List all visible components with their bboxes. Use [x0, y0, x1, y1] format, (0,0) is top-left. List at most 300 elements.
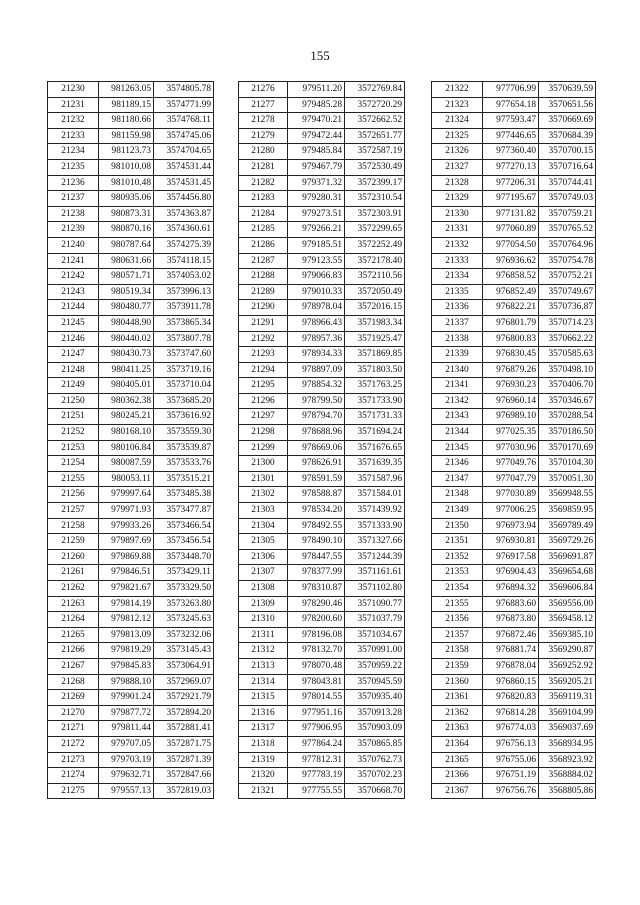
x-coordinate-cell: 980519.34: [99, 284, 154, 300]
table-row: [48, 783, 214, 799]
point-number-cell: 21237: [48, 191, 99, 207]
page-number: 155: [310, 48, 330, 63]
point-number-cell: 21233: [48, 128, 99, 144]
point-number-cell: 21363: [432, 721, 483, 737]
point-number-cell: 21318: [239, 736, 288, 752]
point-number-cell: 21283: [239, 191, 288, 207]
table-row: [239, 674, 405, 690]
x-coordinate-cell: 979877.72: [99, 705, 154, 721]
point-number-cell: 21314: [239, 674, 288, 690]
table-row: [432, 206, 596, 222]
y-coordinate-cell: 3571733.90: [345, 393, 405, 409]
table-row: [432, 425, 596, 441]
x-coordinate-cell: 977654.18: [483, 97, 539, 113]
y-coordinate-cell: 3570716.64: [539, 159, 596, 175]
point-number-cell: 21324: [432, 113, 483, 129]
x-coordinate-cell: 977006.25: [483, 503, 539, 519]
table-row: [48, 425, 214, 441]
y-coordinate-cell: 3570865.85: [345, 736, 405, 752]
table-row: [432, 191, 596, 207]
table-row: [48, 347, 214, 363]
y-coordinate-cell: 3570752.21: [539, 269, 596, 285]
x-coordinate-cell: 977049.76: [483, 456, 539, 472]
table-row: [48, 128, 214, 144]
x-coordinate-cell: 979845.83: [99, 658, 154, 674]
table-row: [432, 565, 596, 581]
point-number-cell: 21236: [48, 175, 99, 191]
y-coordinate-cell: 3571333.90: [345, 518, 405, 534]
table-row: [432, 284, 596, 300]
point-number-cell: 21248: [48, 362, 99, 378]
point-number-cell: 21241: [48, 253, 99, 269]
y-coordinate-cell: 3572110.56: [345, 269, 405, 285]
point-number-cell: 21263: [48, 596, 99, 612]
point-number-cell: 21359: [432, 658, 483, 674]
y-coordinate-cell: 3570639.59: [539, 82, 596, 98]
table-row: [48, 144, 214, 160]
table-row: [239, 549, 405, 565]
x-coordinate-cell: 980870.16: [99, 222, 154, 238]
point-number-cell: 21242: [48, 269, 99, 285]
y-coordinate-cell: 3569948.55: [539, 487, 596, 503]
x-coordinate-cell: 976960.14: [483, 393, 539, 409]
x-coordinate-cell: 976852.49: [483, 284, 539, 300]
y-coordinate-cell: 3573515.21: [154, 471, 214, 487]
point-number-cell: 21281: [239, 159, 288, 175]
point-number-cell: 21307: [239, 565, 288, 581]
point-number-cell: 21357: [432, 627, 483, 643]
x-coordinate-cell: 977195.67: [483, 191, 539, 207]
table-row: [239, 331, 405, 347]
point-number-cell: 21295: [239, 378, 288, 394]
point-number-cell: 21331: [432, 222, 483, 238]
table-row: [48, 518, 214, 534]
point-number-cell: 21351: [432, 534, 483, 550]
x-coordinate-cell: 979185.51: [288, 237, 345, 253]
table-row: [239, 191, 405, 207]
y-coordinate-cell: 3573865.34: [154, 315, 214, 331]
y-coordinate-cell: 3569252.92: [539, 658, 596, 674]
point-number-cell: 21243: [48, 284, 99, 300]
table-row: [432, 128, 596, 144]
point-number-cell: 21280: [239, 144, 288, 160]
x-coordinate-cell: 978490.10: [288, 534, 345, 550]
y-coordinate-cell: 3570736.87: [539, 300, 596, 316]
coordinate-table-2: [238, 81, 405, 799]
y-coordinate-cell: 3570754.78: [539, 253, 596, 269]
y-coordinate-cell: 3572769.84: [345, 82, 405, 98]
x-coordinate-cell: 979971.93: [99, 503, 154, 519]
table-row: [239, 643, 405, 659]
point-number-cell: 21255: [48, 471, 99, 487]
y-coordinate-cell: 3574531.44: [154, 159, 214, 175]
x-coordinate-cell: 979010.33: [288, 284, 345, 300]
x-coordinate-cell: 979821.67: [99, 581, 154, 597]
x-coordinate-cell: 980448.90: [99, 315, 154, 331]
point-number-cell: 21302: [239, 487, 288, 503]
point-number-cell: 21308: [239, 581, 288, 597]
x-coordinate-cell: 979467.79: [288, 159, 345, 175]
x-coordinate-cell: 977047.79: [483, 471, 539, 487]
y-coordinate-cell: 3571244.39: [345, 549, 405, 565]
point-number-cell: 21323: [432, 97, 483, 113]
y-coordinate-cell: 3570498.10: [539, 362, 596, 378]
table-row: [239, 565, 405, 581]
y-coordinate-cell: 3572881.41: [154, 721, 214, 737]
point-number-cell: 21366: [432, 768, 483, 784]
x-coordinate-cell: 977864.24: [288, 736, 345, 752]
table-row: [48, 237, 214, 253]
x-coordinate-cell: 978897.09: [288, 362, 345, 378]
point-number-cell: 21287: [239, 253, 288, 269]
point-number-cell: 21343: [432, 409, 483, 425]
point-number-cell: 21352: [432, 549, 483, 565]
point-number-cell: 21319: [239, 752, 288, 768]
point-number-cell: 21269: [48, 690, 99, 706]
x-coordinate-cell: 976879.26: [483, 362, 539, 378]
y-coordinate-cell: 3574363.87: [154, 206, 214, 222]
point-number-cell: 21350: [432, 518, 483, 534]
table-row: [48, 674, 214, 690]
y-coordinate-cell: 3571587.96: [345, 471, 405, 487]
table-row: [432, 269, 596, 285]
point-number-cell: 21264: [48, 612, 99, 628]
table-row: [48, 191, 214, 207]
table-row: [48, 752, 214, 768]
table-row: [239, 456, 405, 472]
point-number-cell: 21247: [48, 347, 99, 363]
y-coordinate-cell: 3573807.78: [154, 331, 214, 347]
y-coordinate-cell: 3572819.03: [154, 783, 214, 799]
point-number-cell: 21341: [432, 378, 483, 394]
point-number-cell: 21315: [239, 690, 288, 706]
x-coordinate-cell: 980480.77: [99, 300, 154, 316]
point-number-cell: 21303: [239, 503, 288, 519]
y-coordinate-cell: 3571439.92: [345, 503, 405, 519]
table-row: [48, 768, 214, 784]
y-coordinate-cell: 3570749.03: [539, 191, 596, 207]
x-coordinate-cell: 977906.95: [288, 721, 345, 737]
table-row: [48, 487, 214, 503]
table-row: [48, 643, 214, 659]
y-coordinate-cell: 3573448.70: [154, 549, 214, 565]
y-coordinate-cell: 3573232.06: [154, 627, 214, 643]
y-coordinate-cell: 3569290.87: [539, 643, 596, 659]
y-coordinate-cell: 3571090.77: [345, 596, 405, 612]
y-coordinate-cell: 3568805.86: [539, 783, 596, 799]
table-row: [239, 253, 405, 269]
point-number-cell: 21326: [432, 144, 483, 160]
table-row: [432, 378, 596, 394]
table-row: [239, 534, 405, 550]
table-row: [432, 159, 596, 175]
point-number-cell: 21346: [432, 456, 483, 472]
y-coordinate-cell: 3570170.69: [539, 440, 596, 456]
y-coordinate-cell: 3573145.43: [154, 643, 214, 659]
x-coordinate-cell: 979273.51: [288, 206, 345, 222]
y-coordinate-cell: 3570991.00: [345, 643, 405, 659]
table-row: [432, 409, 596, 425]
y-coordinate-cell: 3572399.17: [345, 175, 405, 191]
x-coordinate-cell: 979901.24: [99, 690, 154, 706]
x-coordinate-cell: 981159.98: [99, 128, 154, 144]
point-number-cell: 21312: [239, 643, 288, 659]
table-row: [432, 222, 596, 238]
table-row: [432, 253, 596, 269]
table-row: [48, 658, 214, 674]
x-coordinate-cell: 978447.55: [288, 549, 345, 565]
y-coordinate-cell: 3570346.67: [539, 393, 596, 409]
y-coordinate-cell: 3569205.21: [539, 674, 596, 690]
x-coordinate-cell: 977131.82: [483, 206, 539, 222]
table-row: [48, 503, 214, 519]
table-row: [48, 82, 214, 98]
x-coordinate-cell: 976917.58: [483, 549, 539, 565]
x-coordinate-cell: 976830.45: [483, 347, 539, 363]
point-number-cell: 21296: [239, 393, 288, 409]
x-coordinate-cell: 979813.09: [99, 627, 154, 643]
x-coordinate-cell: 976878.04: [483, 658, 539, 674]
y-coordinate-cell: 3569037.69: [539, 721, 596, 737]
table-row: [432, 144, 596, 160]
y-coordinate-cell: 3571869.85: [345, 347, 405, 363]
point-number-cell: 21234: [48, 144, 99, 160]
y-coordinate-cell: 3570935.40: [345, 690, 405, 706]
x-coordinate-cell: 981010.48: [99, 175, 154, 191]
y-coordinate-cell: 3572016.15: [345, 300, 405, 316]
y-coordinate-cell: 3573064.91: [154, 658, 214, 674]
point-number-cell: 21251: [48, 409, 99, 425]
x-coordinate-cell: 980631.66: [99, 253, 154, 269]
point-number-cell: 21277: [239, 97, 288, 113]
table-row: [239, 425, 405, 441]
y-coordinate-cell: 3569606.84: [539, 581, 596, 597]
table-row: [239, 596, 405, 612]
point-number-cell: 21238: [48, 206, 99, 222]
y-coordinate-cell: 3569859.95: [539, 503, 596, 519]
table-row: [432, 113, 596, 129]
table-row: [432, 690, 596, 706]
x-coordinate-cell: 977025.35: [483, 425, 539, 441]
x-coordinate-cell: 981010.08: [99, 159, 154, 175]
x-coordinate-cell: 980053.11: [99, 471, 154, 487]
x-coordinate-cell: 977054.50: [483, 237, 539, 253]
y-coordinate-cell: 3571102.80: [345, 581, 405, 597]
table-row: [48, 596, 214, 612]
point-number-cell: 21289: [239, 284, 288, 300]
table-row: [48, 705, 214, 721]
table-row: [432, 347, 596, 363]
y-coordinate-cell: 3572662.52: [345, 113, 405, 129]
y-coordinate-cell: 3570684.39: [539, 128, 596, 144]
x-coordinate-cell: 978132.70: [288, 643, 345, 659]
point-number-cell: 21276: [239, 82, 288, 98]
table-row: [48, 627, 214, 643]
y-coordinate-cell: 3570406.70: [539, 378, 596, 394]
x-coordinate-cell: 980168.10: [99, 425, 154, 441]
table-row: [432, 471, 596, 487]
point-number-cell: 21329: [432, 191, 483, 207]
x-coordinate-cell: 977755.55: [288, 783, 345, 799]
point-number-cell: 21300: [239, 456, 288, 472]
point-number-cell: 21279: [239, 128, 288, 144]
y-coordinate-cell: 3574745.06: [154, 128, 214, 144]
table-row: [48, 253, 214, 269]
x-coordinate-cell: 978669.06: [288, 440, 345, 456]
point-number-cell: 21355: [432, 596, 483, 612]
y-coordinate-cell: 3572871.39: [154, 752, 214, 768]
point-number-cell: 21316: [239, 705, 288, 721]
point-number-cell: 21288: [239, 269, 288, 285]
y-coordinate-cell: 3574704.65: [154, 144, 214, 160]
point-number-cell: 21293: [239, 347, 288, 363]
y-coordinate-cell: 3570913.28: [345, 705, 405, 721]
y-coordinate-cell: 3571731.33: [345, 409, 405, 425]
y-coordinate-cell: 3573559.30: [154, 425, 214, 441]
table-row: [239, 783, 405, 799]
table-row: [432, 175, 596, 191]
x-coordinate-cell: 980087.59: [99, 456, 154, 472]
x-coordinate-cell: 980440.02: [99, 331, 154, 347]
point-number-cell: 21322: [432, 82, 483, 98]
x-coordinate-cell: 976801.79: [483, 315, 539, 331]
y-coordinate-cell: 3574771.99: [154, 97, 214, 113]
point-number-cell: 21275: [48, 783, 99, 799]
x-coordinate-cell: 976822.21: [483, 300, 539, 316]
point-number-cell: 21327: [432, 159, 483, 175]
table-row: [239, 82, 405, 98]
point-number-cell: 21301: [239, 471, 288, 487]
table-row: [239, 658, 405, 674]
y-coordinate-cell: 3570104.30: [539, 456, 596, 472]
point-number-cell: 21330: [432, 206, 483, 222]
x-coordinate-cell: 977706.99: [483, 82, 539, 98]
x-coordinate-cell: 978966.43: [288, 315, 345, 331]
x-coordinate-cell: 976751.19: [483, 768, 539, 784]
point-number-cell: 21334: [432, 269, 483, 285]
point-number-cell: 21235: [48, 159, 99, 175]
y-coordinate-cell: 3573477.87: [154, 503, 214, 519]
table-row: [239, 612, 405, 628]
table-row: [48, 549, 214, 565]
table-row: [48, 206, 214, 222]
y-coordinate-cell: 3573539.87: [154, 440, 214, 456]
point-number-cell: 21266: [48, 643, 99, 659]
point-number-cell: 21317: [239, 721, 288, 737]
table-row: [432, 612, 596, 628]
y-coordinate-cell: 3573996.13: [154, 284, 214, 300]
y-coordinate-cell: 3570051.30: [539, 471, 596, 487]
y-coordinate-cell: 3572847.66: [154, 768, 214, 784]
x-coordinate-cell: 979811.44: [99, 721, 154, 737]
y-coordinate-cell: 3570903.09: [345, 721, 405, 737]
point-number-cell: 21294: [239, 362, 288, 378]
y-coordinate-cell: 3569385.10: [539, 627, 596, 643]
x-coordinate-cell: 978043.81: [288, 674, 345, 690]
x-coordinate-cell: 977030.96: [483, 440, 539, 456]
point-number-cell: 21320: [239, 768, 288, 784]
x-coordinate-cell: 978591.59: [288, 471, 345, 487]
table-row: [432, 393, 596, 409]
point-number-cell: 21321: [239, 783, 288, 799]
table-row: [239, 284, 405, 300]
y-coordinate-cell: 3574768.11: [154, 113, 214, 129]
x-coordinate-cell: 980571.71: [99, 269, 154, 285]
x-coordinate-cell: 980106.84: [99, 440, 154, 456]
y-coordinate-cell: 3570945.59: [345, 674, 405, 690]
point-number-cell: 21230: [48, 82, 99, 98]
x-coordinate-cell: 976936.62: [483, 253, 539, 269]
y-coordinate-cell: 3572969.07: [154, 674, 214, 690]
x-coordinate-cell: 979819.29: [99, 643, 154, 659]
x-coordinate-cell: 977593.47: [483, 113, 539, 129]
y-coordinate-cell: 3574531.45: [154, 175, 214, 191]
y-coordinate-cell: 3571925.47: [345, 331, 405, 347]
table-row: [48, 565, 214, 581]
y-coordinate-cell: 3570186.50: [539, 425, 596, 441]
x-coordinate-cell: 979632.71: [99, 768, 154, 784]
point-number-cell: 21342: [432, 393, 483, 409]
y-coordinate-cell: 3572894.20: [154, 705, 214, 721]
y-coordinate-cell: 3571694.24: [345, 425, 405, 441]
y-coordinate-cell: 3573456.54: [154, 534, 214, 550]
table-row: [432, 581, 596, 597]
x-coordinate-cell: 979997.64: [99, 487, 154, 503]
table-row: [239, 362, 405, 378]
point-number-cell: 21286: [239, 237, 288, 253]
x-coordinate-cell: 980362.38: [99, 393, 154, 409]
point-number-cell: 21284: [239, 206, 288, 222]
table-row: [432, 362, 596, 378]
x-coordinate-cell: 976756.76: [483, 783, 539, 799]
x-coordinate-cell: 978588.87: [288, 487, 345, 503]
table-row: [48, 284, 214, 300]
table-row: [432, 596, 596, 612]
y-coordinate-cell: 3573329.50: [154, 581, 214, 597]
y-coordinate-cell: 3571983.34: [345, 315, 405, 331]
point-number-cell: 21310: [239, 612, 288, 628]
x-coordinate-cell: 976814.28: [483, 705, 539, 721]
table-row: [48, 331, 214, 347]
x-coordinate-cell: 978799.50: [288, 393, 345, 409]
y-coordinate-cell: 3570714.23: [539, 315, 596, 331]
x-coordinate-cell: 979266.21: [288, 222, 345, 238]
y-coordinate-cell: 3571584.01: [345, 487, 405, 503]
y-coordinate-cell: 3568934.95: [539, 736, 596, 752]
point-number-cell: 21258: [48, 518, 99, 534]
point-number-cell: 21364: [432, 736, 483, 752]
x-coordinate-cell: 979485.84: [288, 144, 345, 160]
point-number-cell: 21354: [432, 581, 483, 597]
x-coordinate-cell: 979280.31: [288, 191, 345, 207]
x-coordinate-cell: 977783.19: [288, 768, 345, 784]
table-row: [48, 97, 214, 113]
point-number-cell: 21339: [432, 347, 483, 363]
y-coordinate-cell: 3572050.49: [345, 284, 405, 300]
point-number-cell: 21338: [432, 331, 483, 347]
x-coordinate-cell: 977206.31: [483, 175, 539, 191]
y-coordinate-cell: 3573685.20: [154, 393, 214, 409]
point-number-cell: 21274: [48, 768, 99, 784]
point-number-cell: 21271: [48, 721, 99, 737]
point-number-cell: 21254: [48, 456, 99, 472]
point-number-cell: 21290: [239, 300, 288, 316]
table-row: [239, 237, 405, 253]
point-number-cell: 21362: [432, 705, 483, 721]
table-row: [432, 736, 596, 752]
point-number-cell: 21259: [48, 534, 99, 550]
x-coordinate-cell: 979814.19: [99, 596, 154, 612]
